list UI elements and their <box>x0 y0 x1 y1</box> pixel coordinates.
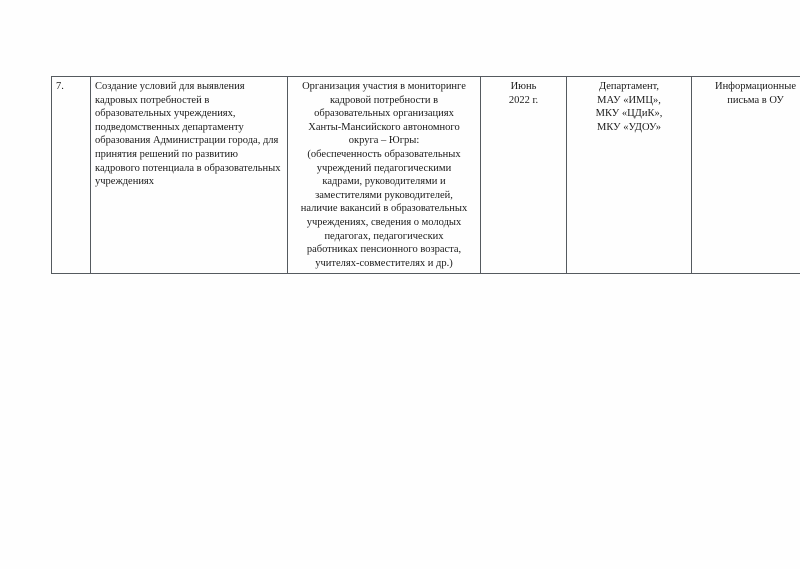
deadline-line: 2022 г. <box>508 94 539 106</box>
action-line: заместителями руководителей, <box>315 189 453 201</box>
action-line: кадрами, руководителями и <box>322 176 446 188</box>
action-line: (обеспеченность образовательных <box>307 148 461 160</box>
action-line: Ханты-Мансийского автономного <box>308 121 460 133</box>
action-line: округа – Югры: <box>348 135 420 147</box>
action-line: наличие вакансий в образовательных <box>300 203 468 215</box>
responsible-line: МКУ «УДОУ» <box>597 121 661 133</box>
responsible-line: Департамент, <box>598 81 660 92</box>
action-line: педагогах, педагогических <box>324 230 444 242</box>
action-line: учреждений педагогическими <box>316 162 452 174</box>
cell-deadline <box>481 77 567 274</box>
result-line: письма в ОУ <box>727 94 784 106</box>
cell-row-number: 7. <box>52 77 91 274</box>
cell-responsible <box>567 77 692 274</box>
cell-action-description <box>288 77 481 274</box>
responsible-line: МКУ «ЦДиК», <box>595 108 663 120</box>
action-line: работниках пенсионного возраста, <box>306 244 462 256</box>
table-row <box>52 77 800 274</box>
result-line: Информационные <box>714 81 797 92</box>
action-line: образовательных организациях <box>314 108 454 120</box>
responsible-line: МАУ «ИМЦ», <box>597 94 661 106</box>
cell-task-description: Создание условий для выявления кадровых потребностей в образовательных учреждениях, подведомственных департаменту образования Администрации города, для принятия решений по развитию кадрового потенциала в образовательных учреждениях <box>91 77 288 274</box>
document-table <box>51 76 800 274</box>
action-line: учреждениях, сведения о молодых <box>306 216 462 228</box>
deadline-line: Июнь <box>510 81 537 92</box>
action-line: кадровой потребности в <box>329 94 439 106</box>
action-line: Организация участия в мониторинге <box>302 81 466 92</box>
cell-expected-result <box>692 77 800 274</box>
action-line: учителях-совместителях и др.) <box>315 257 453 269</box>
